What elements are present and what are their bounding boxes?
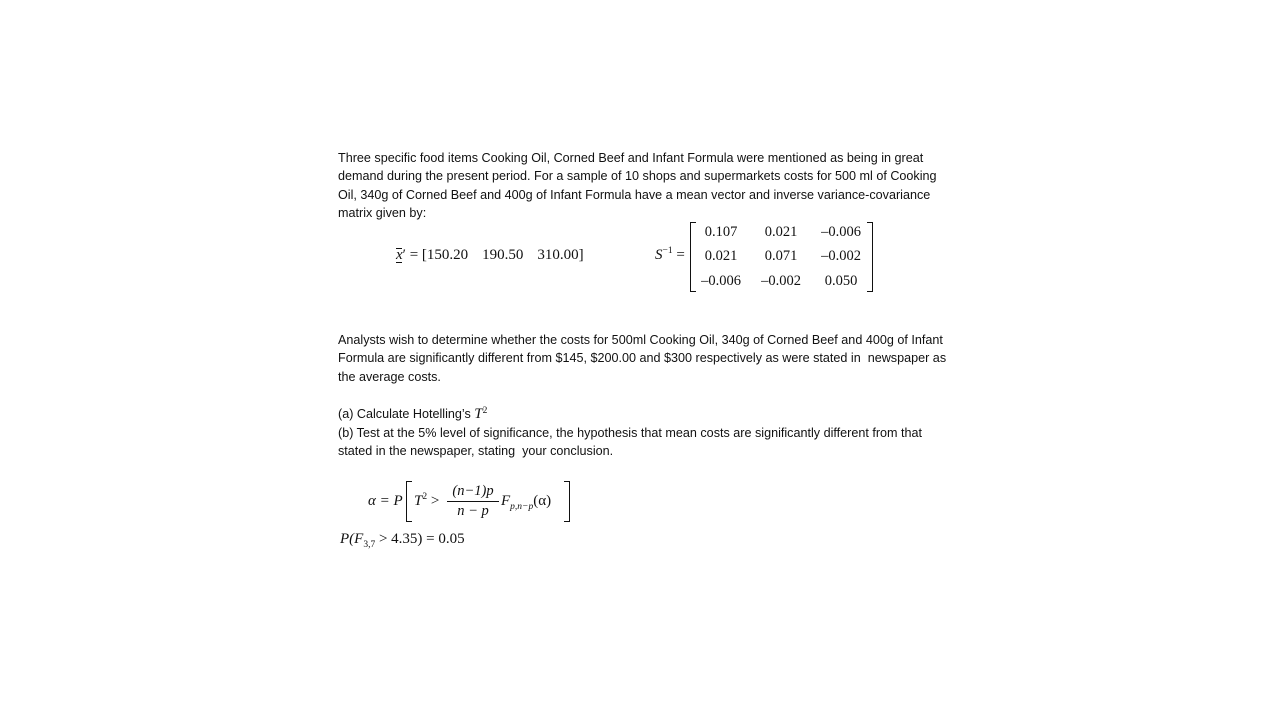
mean-vector-symbol: x: [396, 247, 403, 263]
matrix-cell: 0.021: [704, 248, 738, 264]
alpha-formula-fraction: [447, 483, 499, 520]
mean-value-1: 150.20: [426, 247, 469, 263]
fraction-numerator: (n−1)p: [447, 483, 499, 502]
question-a: (a) Calculate Hotelling’s $T^2$: [338, 405, 488, 422]
hotelling-t-symbol: T: [474, 406, 483, 422]
matrix-cell: –0.006: [821, 224, 861, 240]
matrix-cell: 0.021: [764, 224, 798, 240]
f-probability-statement: $P(F_{3,7} > 4.35) = 0.05$: [340, 531, 465, 550]
matrix-cell: –0.002: [761, 273, 801, 289]
alpha-formula-lhs: α = P: [368, 493, 403, 509]
inverse-matrix-label: $S^{-1}$ =: [655, 246, 685, 263]
mean-value-2: 190.50: [482, 247, 524, 263]
matrix-cell: 0.071: [764, 248, 798, 264]
matrix-cell: –0.002: [821, 248, 861, 264]
matrix-cell: 0.107: [704, 224, 738, 240]
mean-value-3: 310.00: [537, 247, 579, 263]
matrix-cell: 0.050: [824, 273, 858, 289]
matrix-row: [691, 248, 872, 268]
question-b: (b) Test at the 5% level of significance, the hypothesis that mean costs are significantly different from that stated in the newspaper, stating your conclusion.: [338, 426, 926, 459]
alpha-formula-f: $F_{p,n-p}(\alpha)$: [501, 493, 552, 512]
inverse-covariance-matrix: [690, 222, 873, 292]
intro-paragraph: Three specific food items Cooking Oil, Corned Beef and Infant Formula were mentioned as being in great demand during the present period. For a sample of 10 shops and supermarkets costs for 500 ml of Cooking Oil, 340g of Corned Beef and 400g of Infant Formula have a mean vector and inverse variance-covariance matrix given by:: [338, 151, 941, 220]
mean-vector-equation: x′ = [150.20 190.50 310.00]: [396, 247, 584, 263]
matrix-row: [691, 224, 872, 244]
matrix-cell: –0.006: [701, 273, 741, 289]
fraction-denominator: n − p: [457, 503, 489, 519]
mean-vector-prime: ′: [402, 247, 406, 263]
alpha-formula-t2: $T^2$ >: [414, 492, 440, 509]
matrix-row: [691, 273, 872, 293]
analysts-paragraph: Analysts wish to determine whether the costs for 500ml Cooking Oil, 340g of Corned Beef and 400g of Infant Formula are significantly different from $145, $200.00 and $300 respectively as were stated in newspaper as the average costs.: [338, 333, 950, 384]
